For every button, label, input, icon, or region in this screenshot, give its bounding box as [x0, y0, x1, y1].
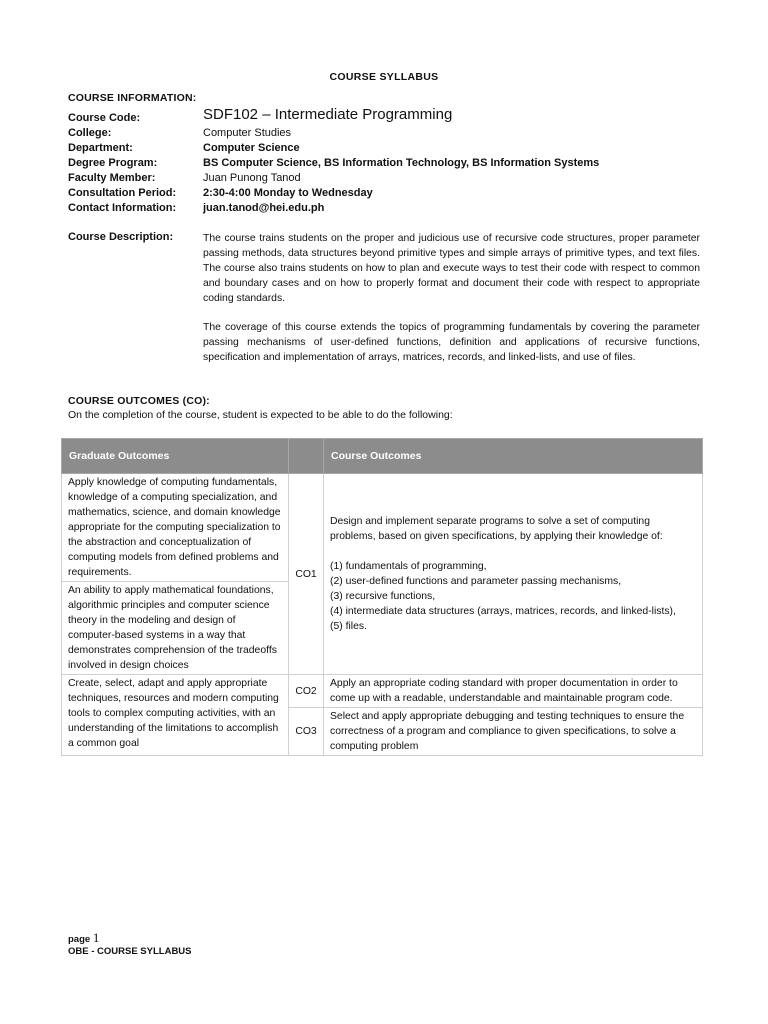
outcome-code-cell: CO2 [289, 675, 324, 708]
page-label: page [68, 934, 91, 945]
info-label: Consultation Period: [68, 187, 177, 199]
course-description-paragraph: The course trains students on the proper and judicious use of recursive code structures, proper parameter passing methods, data structures beyond primitive types and simple arrays of primitive types, and text files. The course also trains students on how to plan and execute ways to test their code with respect to common and boundary cases and on how to properly format and document their code with respect to appropriate coding standards. [203, 233, 700, 304]
table-row [62, 675, 703, 708]
course-outcomes-intro: On the completion of the course, student is expected to be able to do the following: [68, 409, 453, 421]
graduate-outcome-cell: Create, select, adapt and apply appropriate techniques, resources and modern computing tools to complex computing activities, with an understanding of the limitations to accomplish a common goal [62, 675, 289, 756]
page-number-footer [68, 930, 99, 946]
college-value: Computer Studies [203, 127, 292, 139]
info-label: Contact Information: [68, 202, 177, 214]
graduate-outcome-cell: Apply knowledge of computing fundamentals, knowledge of a computing specialization, and mathematics, science, and domain knowledge appropriate for the computing specialization to the abstraction and conceptualization of computing models from defined problems and requirements. [62, 474, 289, 582]
department-value: Computer Science [203, 142, 300, 154]
info-row-college [68, 126, 708, 141]
course-outcome-cell: Apply an appropriate coding standard with proper documentation in order to come up with a readable, understandable and maintainable program code. [324, 675, 703, 708]
course-code-value: SDF102 – Intermediate Programming [203, 106, 453, 123]
co1-item: (1) fundamentals of programming, [330, 561, 487, 572]
co1-item: (2) user-defined functions and parameter passing mechanisms, [330, 576, 622, 587]
info-label: Course Code: [68, 112, 141, 124]
info-row-faculty-member [68, 171, 708, 186]
outcomes-table [61, 438, 703, 756]
graduate-outcomes-header: Graduate Outcomes [62, 439, 289, 474]
co1-intro: Design and implement separate programs to solve a set of computing problems, based on given specifications, by applying their knowledge of: [330, 516, 663, 542]
faculty-member-value: Juan Punong Tanod [203, 172, 301, 184]
contact-email-link[interactable]: juan.tanod@hei.edu.ph [203, 202, 325, 214]
info-row-department [68, 141, 708, 156]
info-row-contact-information [68, 201, 708, 216]
course-coverage-paragraph: The coverage of this course extends the topics of programming fundamentals by covering the parameter passing mechanisms of user-defined functions, definition and applications of recursive functions, specification and implementation of arrays, matrices, records, and linked-lists, and use of files. [203, 322, 700, 363]
course-outcomes-header: Course Outcomes [324, 439, 703, 474]
course-outcome-cell: Select and apply appropriate debugging and testing techniques to ensure the correctness of a program and compliance to given specifications, to solve a computing problem [324, 708, 703, 756]
co1-item: (4) intermediate data structures (arrays, matrices, records, and linked-lists), [330, 606, 676, 617]
co1-item: (3) recursive functions, [330, 591, 436, 602]
outcome-code-cell: CO3 [289, 708, 324, 756]
consultation-period-value: 2:30-4:00 Monday to Wednesday [203, 187, 373, 199]
info-row-course-code [68, 106, 708, 126]
course-outcomes-heading: COURSE OUTCOMES (CO): [68, 395, 210, 407]
course-description-label: Course Description: [68, 231, 174, 243]
info-label: Degree Program: [68, 157, 158, 169]
outcome-code-cell: CO1 [289, 474, 324, 675]
info-label: Faculty Member: [68, 172, 156, 184]
co1-item: (5) files. [330, 621, 367, 632]
footer-document-label: OBE - COURSE SYLLABUS [68, 946, 192, 957]
graduate-outcome-cell: An ability to apply mathematical foundations, algorithmic principles and computer science theory in the modeling and design of computer-based systems in a way that demonstrates comprehension of the tradeoffs involved in design choices [62, 582, 289, 675]
info-row-consultation-period [68, 186, 708, 201]
page-number: 1 [92, 930, 100, 945]
info-row-degree-program [68, 156, 708, 171]
table-header-row [62, 439, 703, 474]
code-header [289, 439, 324, 474]
table-row [62, 474, 703, 582]
course-information-heading: COURSE INFORMATION: [68, 92, 197, 104]
info-label: College: [68, 127, 112, 139]
course-outcome-cell [324, 474, 703, 675]
document-title: COURSE SYLLABUS [329, 71, 439, 83]
degree-program-value: BS Computer Science, BS Information Technology, BS Information Systems [203, 157, 600, 169]
info-label: Department: [68, 142, 133, 154]
